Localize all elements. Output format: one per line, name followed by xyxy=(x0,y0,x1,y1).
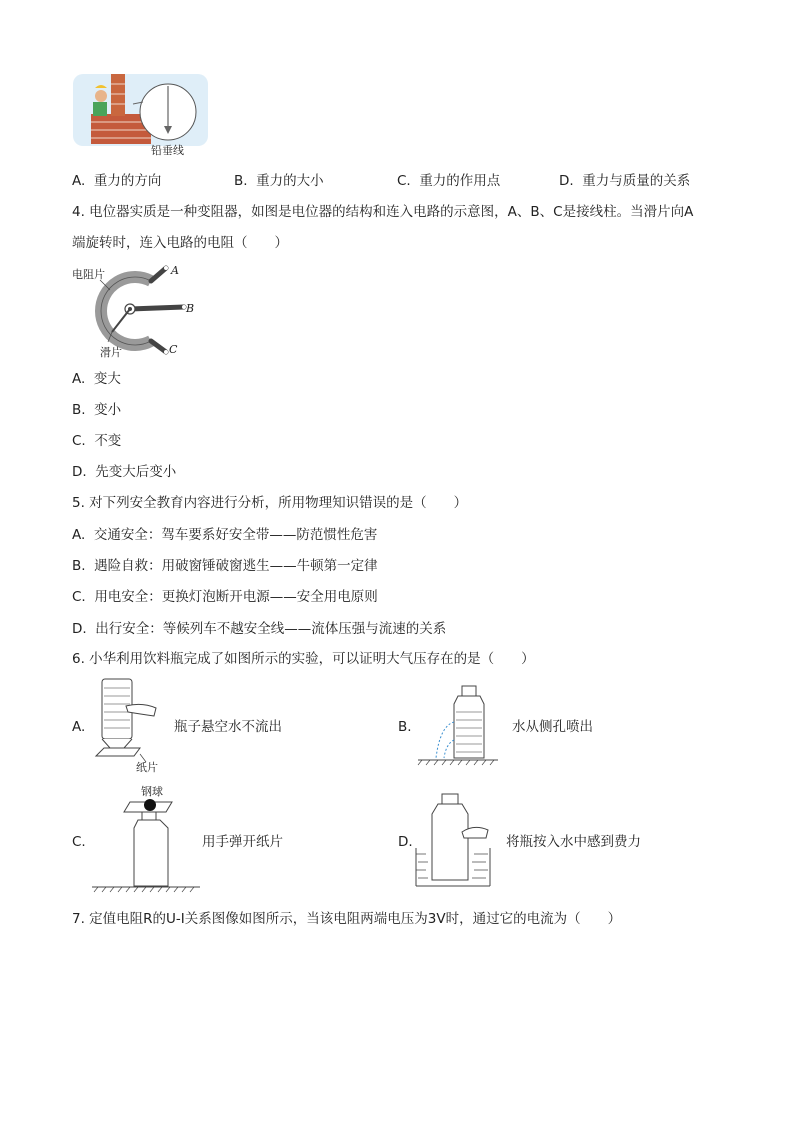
q3-option-a[interactable] xyxy=(72,172,161,190)
option-text: 遇险自救：用破窗锤破窗逃生——牛顿第一定律 xyxy=(94,558,378,574)
q3-option-b[interactable] xyxy=(234,172,324,190)
q3-option-d[interactable] xyxy=(559,172,690,190)
q4-option-b[interactable] xyxy=(72,401,121,419)
q4-option-c[interactable] xyxy=(72,432,121,450)
option-key: B. xyxy=(398,719,412,735)
terminal-b-label: B xyxy=(186,302,195,315)
option-text: 先变大后变小 xyxy=(95,464,177,480)
option-text: 瓶子悬空水不流出 xyxy=(174,719,282,735)
option-text: 变小 xyxy=(94,402,122,418)
inverted-bottle-figure xyxy=(92,676,172,776)
steel-ball-bottle-figure xyxy=(92,794,202,894)
option-text: 水从侧孔喷出 xyxy=(512,719,593,735)
option-key: C. xyxy=(72,834,86,850)
option-key: C. xyxy=(72,589,86,605)
option-key: B. xyxy=(72,558,86,574)
option-text: 用电安全：更换灯泡断开电源——安全用电原则 xyxy=(94,589,378,605)
plumb-line-label: 铅垂线 xyxy=(151,144,184,157)
terminal-c-label: C xyxy=(169,343,178,356)
q6-stem: 6. 小华利用饮料瓶完成了如图所示的实验，可以证明大气压存在的是（ ） xyxy=(72,651,535,667)
option-key: D. xyxy=(72,621,87,637)
option-text: 交通安全：驾车要系好安全带——防范惯性危害 xyxy=(93,527,378,543)
terminal-a-label: A xyxy=(171,264,179,277)
option-key: A. xyxy=(72,719,86,735)
option-text: 重力的大小 xyxy=(256,173,324,189)
slider-label: 滑片 xyxy=(100,346,122,359)
paper-label: 纸片 xyxy=(136,761,158,774)
option-key: C. xyxy=(72,433,86,449)
option-key: D. xyxy=(72,464,87,480)
q5-option-b[interactable] xyxy=(72,557,378,575)
option-text: 重力的方向 xyxy=(93,173,162,189)
option-text: 将瓶按入水中感到费力 xyxy=(506,834,641,850)
option-key: B. xyxy=(72,402,86,418)
option-key: D. xyxy=(398,834,413,850)
option-key: C. xyxy=(397,173,411,189)
option-text: 重力与质量的关系 xyxy=(582,173,691,189)
steel-ball-label: 钢球 xyxy=(141,785,163,798)
plumb-line-illustration xyxy=(73,74,213,159)
option-key: A. xyxy=(72,527,86,543)
q5-stem: 5. 对下列安全教育内容进行分析，所用物理知识错误的是（ ） xyxy=(72,495,468,511)
q4-stem-line2: 端旋转时，连入电路的电阻（ ） xyxy=(72,235,288,251)
q4-stem-line1: 4. 电位器实质是一种变阻器，如图是电位器的结构和连入电路的示意图，A、B、C是接线柱。当滑片向A xyxy=(72,204,694,220)
option-key: D. xyxy=(559,173,574,189)
q5-option-c[interactable] xyxy=(72,588,378,606)
option-key: A. xyxy=(72,371,86,387)
option-key: A. xyxy=(72,173,86,189)
q7-stem: 7. 定值电阻R的U-I关系图像如图所示，当该电阻两端电压为3V时，通过它的电流为（ ） xyxy=(72,911,622,927)
option-key: B. xyxy=(234,173,248,189)
option-text: 变大 xyxy=(93,371,121,387)
q4-option-d[interactable] xyxy=(72,463,176,481)
q5-option-d[interactable] xyxy=(72,620,446,638)
q5-option-a[interactable] xyxy=(72,526,377,544)
option-text: 出行安全：等候列车不越安全线——流体压强与流速的关系 xyxy=(95,621,447,637)
bottle-in-water-figure xyxy=(414,790,504,890)
option-text: 重力的作用点 xyxy=(419,173,501,189)
side-hole-bottle-figure xyxy=(416,682,506,772)
q3-option-c[interactable] xyxy=(397,172,500,190)
resistor-label: 电阻片 xyxy=(72,268,105,281)
option-text: 不变 xyxy=(94,433,122,449)
option-text: 用手弹开纸片 xyxy=(202,834,283,850)
q4-option-a[interactable] xyxy=(72,370,121,388)
